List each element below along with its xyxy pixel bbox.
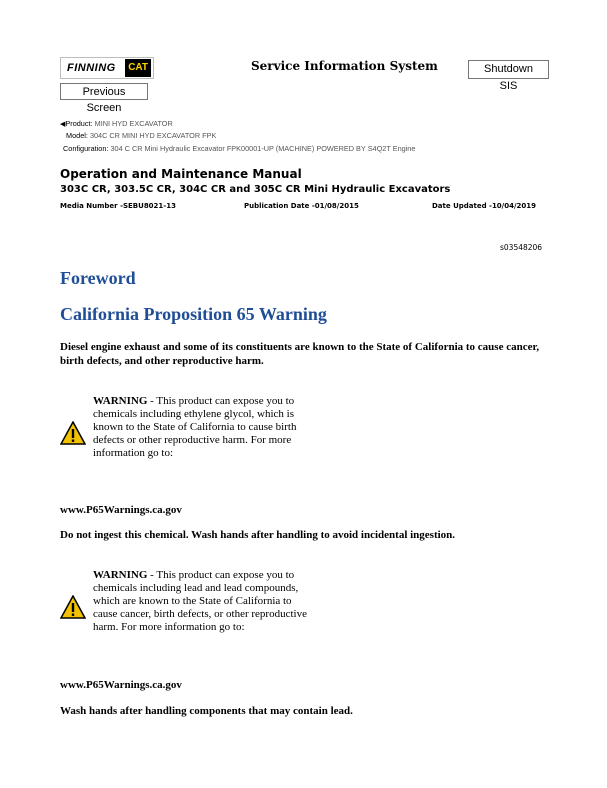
previous-screen-button[interactable]: Previous Screen [60,83,148,100]
warning-triangle-icon [60,421,86,445]
lead-note: Wash hands after handling components that may contain lead. [60,705,353,717]
date-updated: Date Updated -10/04/2019 [432,202,537,210]
product-line [60,119,173,128]
model-key: Model: [66,131,88,140]
publication-row [60,202,552,212]
model-line [66,131,216,140]
manual-subtitle: 303C CR, 303.5C CR, 304C CR and 305C CR Mini Hydraulic Excavators [60,184,451,195]
config-value: 304 C CR Mini Hydraulic Excavator FPK00001-UP (MACHINE) POWERED BY S4Q2T Engine [110,144,416,153]
config-key: Configuration: [63,144,109,153]
product-value: MINI HYD EXCAVATOR [94,119,173,128]
logo-brand: FINNING [67,62,116,74]
warning-block-1 [93,395,308,460]
p65-link-2[interactable]: www.P65Warnings.ca.gov [60,679,182,691]
warning-text-1: - This product can expose you to chemicals including ethylene glycol, which is known to the State of California to cause birth defects or other reproductive harm. For more information go to: [93,395,297,459]
intro-paragraph: Diesel engine exhaust and some of its constituents are known to the State of California to cause cancer, birth defects, and other reproductive harm. [60,341,540,367]
shutdown-sis-button[interactable]: Shutdown SIS [468,60,549,79]
back-arrow-icon[interactable]: ◀ [60,121,66,128]
document-id: s03548206 [500,243,543,252]
manual-title: Operation and Maintenance Manual [60,167,302,181]
system-title: Service Information System [251,59,438,73]
warning-text-2: - This product can expose you to chemicals including lead and lead compounds, which are known to the State of California to cause cancer, birth defects, or other reproductive harm. For more information go to: [93,569,307,633]
warning-label-1: WARNING [93,395,148,407]
prop65-heading: California Proposition 65 Warning [60,304,327,324]
model-value: 304C CR MINI HYD EXCAVATOR FPK [89,131,217,140]
warning-block-2 [93,569,308,634]
media-number: Media Number -SEBU8021-13 [60,202,176,210]
finning-cat-logo [60,57,154,79]
warning-label-2: WARNING [93,569,148,581]
publication-date: Publication Date -01/08/2015 [244,202,359,210]
warning-triangle-icon [60,595,86,619]
p65-link-1[interactable]: www.P65Warnings.ca.gov [60,504,182,516]
configuration-line [63,144,415,153]
foreword-heading: Foreword [60,268,136,288]
ingest-note: Do not ingest this chemical. Wash hands after handling to avoid incidental ingestion. [60,529,456,541]
logo-cat: CAT [125,59,151,77]
product-key: Product: [65,119,93,128]
